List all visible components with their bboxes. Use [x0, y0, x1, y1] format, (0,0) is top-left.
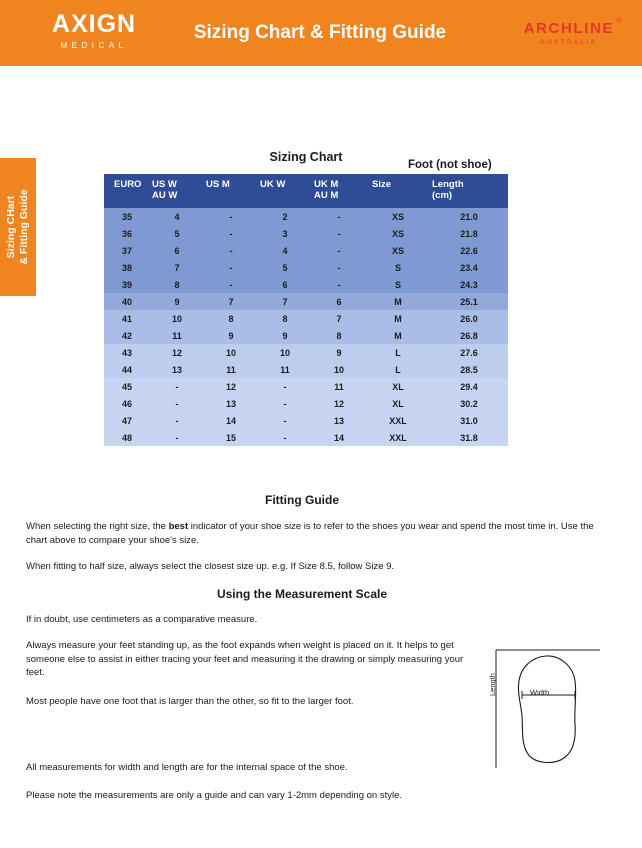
table-cell: 7: [150, 259, 204, 276]
table-row: [104, 327, 508, 344]
column-header-length-label: Length: [432, 179, 464, 190]
table-cell: 22.6: [430, 242, 508, 259]
table-cell: 47: [104, 412, 150, 429]
table-cell: -: [150, 412, 204, 429]
table-row: [104, 310, 508, 327]
table-cell: 9: [150, 293, 204, 310]
column-header-us-w-label: US W: [152, 179, 177, 190]
table-cell: 31.8: [430, 429, 508, 446]
column-header-euro-label: EURO: [114, 179, 142, 190]
foot-measurement-diagram: [488, 648, 608, 770]
measurement-paragraph-1: If in doubt, use centimeters as a comparative measure.: [26, 614, 258, 625]
table-row: [104, 242, 508, 259]
table-cell: 8: [258, 310, 312, 327]
table-body: [104, 208, 508, 446]
table-cell: 7: [204, 293, 258, 310]
table-cell: 8: [204, 310, 258, 327]
column-header-uk-m-label: UK M: [314, 179, 339, 190]
table-cell: 13: [150, 361, 204, 378]
table-cell: 28.5: [430, 361, 508, 378]
table-cell: -: [258, 378, 312, 395]
table-cell: -: [150, 378, 204, 395]
table-cell: 5: [258, 259, 312, 276]
table-cell: 44: [104, 361, 150, 378]
table-row: [104, 412, 508, 429]
table-row: [104, 378, 508, 395]
table-cell: 6: [312, 293, 366, 310]
table-cell: -: [312, 276, 366, 293]
table-cell: 43: [104, 344, 150, 361]
table-row: [104, 395, 508, 412]
table-cell: -: [204, 225, 258, 242]
fitting-guide-paragraph-2: When fitting to half size, always select the closest size up. e.g. If Size 8.5, follow Size 9.: [26, 561, 395, 572]
table-cell: XXL: [366, 429, 430, 446]
table-cell: 45: [104, 378, 150, 395]
table-cell: 11: [258, 361, 312, 378]
table-cell: 13: [312, 412, 366, 429]
table-cell: -: [204, 242, 258, 259]
table-cell: -: [258, 395, 312, 412]
table-cell: 31.0: [430, 412, 508, 429]
table-cell: 23.4: [430, 259, 508, 276]
table-cell: S: [366, 276, 430, 293]
table-cell: 4: [150, 208, 204, 225]
table-cell: 37: [104, 242, 150, 259]
table-cell: 6: [258, 276, 312, 293]
measurement-paragraph-2: Always measure your feet standing up, as the foot expands when weight is placed on it. It helps to get someone else to assist in either tracing your feet and measuring it the drawing or simply measuring your feet.: [26, 640, 464, 678]
table-cell: 10: [312, 361, 366, 378]
archline-text: ARCHLINE: [523, 20, 614, 37]
table-cell: 12: [312, 395, 366, 412]
table-cell: 30.2: [430, 395, 508, 412]
measurement-paragraph-4: All measurements for width and length are for the internal space of the shoe.: [26, 762, 348, 773]
table-cell: -: [204, 259, 258, 276]
table-cell: 4: [258, 242, 312, 259]
table-cell: 40: [104, 293, 150, 310]
table-cell: XS: [366, 225, 430, 242]
table-cell: XS: [366, 208, 430, 225]
table-cell: -: [312, 225, 366, 242]
table-cell: 2: [258, 208, 312, 225]
table-cell: 27.6: [430, 344, 508, 361]
table-cell: 39: [104, 276, 150, 293]
table-cell: -: [204, 208, 258, 225]
table-cell: -: [312, 259, 366, 276]
table-cell: 24.3: [430, 276, 508, 293]
table-cell: XL: [366, 395, 430, 412]
axign-tagline: MEDICAL: [60, 41, 128, 50]
table-cell: XS: [366, 242, 430, 259]
column-header-euro: [104, 174, 150, 208]
measurement-scale-heading: Using the Measurement Scale: [216, 587, 388, 601]
fitting-guide-emphasis: best: [168, 521, 189, 532]
measurement-paragraph-3: Most people have one foot that is larger than the other, so fit to the larger foot.: [26, 696, 354, 707]
column-header-uk-m: [312, 174, 366, 208]
table-cell: 10: [150, 310, 204, 327]
table-cell: 15: [204, 429, 258, 446]
table-cell: 38: [104, 259, 150, 276]
column-header-length: [430, 174, 508, 208]
measurement-paragraph-5: Please note the measurements are only a guide and can vary 1-2mm depending on style.: [26, 790, 403, 801]
column-header-us-m-label: US M: [206, 179, 230, 190]
table-row: [104, 429, 508, 446]
table-cell: 26.0: [430, 310, 508, 327]
table-cell: 12: [204, 378, 258, 395]
table-cell: 5: [150, 225, 204, 242]
column-header-us-w-sub: AU W: [152, 190, 178, 201]
table-cell: 10: [204, 344, 258, 361]
table-cell: 42: [104, 327, 150, 344]
page-title: Sizing Chart & Fitting Guide: [193, 22, 447, 43]
table-cell: 8: [150, 276, 204, 293]
column-header-us-m: [204, 174, 258, 208]
column-header-uk-w: [258, 174, 312, 208]
table-cell: 21.0: [430, 208, 508, 225]
table-cell: 26.8: [430, 327, 508, 344]
table-cell: 9: [204, 327, 258, 344]
column-header-length-sub: (cm): [432, 190, 453, 201]
table-row: [104, 259, 508, 276]
diagram-width-label: Width: [530, 688, 550, 697]
fitting-guide-paragraph-1-part-a: When selecting the right size, the: [26, 521, 169, 532]
fitting-guide-heading: Fitting Guide: [265, 493, 339, 507]
table-row: [104, 276, 508, 293]
table-cell: 48: [104, 429, 150, 446]
table-cell: 12: [150, 344, 204, 361]
table-cell: -: [312, 208, 366, 225]
table-cell: 21.8: [430, 225, 508, 242]
foot-outline-icon: [488, 648, 608, 770]
table-cell: -: [150, 395, 204, 412]
axign-wordmark: AXIGN: [51, 10, 137, 38]
table-cell: 6: [150, 242, 204, 259]
table-cell: 3: [258, 225, 312, 242]
table-cell: L: [366, 344, 430, 361]
table-cell: 13: [204, 395, 258, 412]
table-cell: 11: [204, 361, 258, 378]
sizing-chart-title: Sizing Chart: [269, 150, 343, 164]
table-cell: -: [150, 429, 204, 446]
table-row: [104, 361, 508, 378]
table-cell: 41: [104, 310, 150, 327]
table-cell: 11: [312, 378, 366, 395]
table-cell: 29.4: [430, 378, 508, 395]
column-header-uk-m-sub: AU M: [314, 190, 339, 201]
table-cell: XXL: [366, 412, 430, 429]
fitting-guide-paragraph-1-part-b: indicator of your shoe size is to refer to the shoes you wear and spend the most time in. Use the chart above to compare your shoe's size.: [26, 521, 594, 546]
table-cell: S: [366, 259, 430, 276]
table-cell: 14: [312, 429, 366, 446]
table-cell: -: [258, 429, 312, 446]
table-cell: M: [366, 327, 430, 344]
table-cell: 14: [204, 412, 258, 429]
table-row: [104, 225, 508, 242]
table-cell: L: [366, 361, 430, 378]
axign-logo: [24, 10, 164, 50]
table-cell: M: [366, 293, 430, 310]
table-cell: XL: [366, 378, 430, 395]
table-cell: -: [258, 412, 312, 429]
table-cell: 10: [258, 344, 312, 361]
table-cell: 9: [312, 344, 366, 361]
table-cell: 9: [258, 327, 312, 344]
table-cell: 35: [104, 208, 150, 225]
table-cell: 11: [150, 327, 204, 344]
fitting-guide-paragraph-1: [26, 520, 594, 547]
table-header-row: [104, 174, 508, 208]
side-tab-line-1: Sizing CHart: [5, 195, 17, 259]
column-header-uk-w-label: UK W: [260, 179, 286, 190]
table-cell: -: [204, 276, 258, 293]
archline-logo: [523, 18, 623, 46]
column-header-size: [366, 174, 430, 208]
side-tab-label: [0, 158, 36, 296]
page-header: [0, 0, 642, 66]
sizing-chart-table: [104, 174, 508, 446]
archline-country: AUSTRALIA: [540, 39, 598, 46]
table-cell: 25.1: [430, 293, 508, 310]
column-header-us-w: [150, 174, 204, 208]
table-cell: 46: [104, 395, 150, 412]
table-row: [104, 344, 508, 361]
table-cell: 7: [312, 310, 366, 327]
table-cell: -: [312, 242, 366, 259]
table-cell: 8: [312, 327, 366, 344]
registered-trademark-icon: ®: [616, 18, 623, 25]
side-tab: [0, 158, 36, 296]
table-row: [104, 208, 508, 225]
diagram-length-label: Length: [488, 673, 497, 696]
table-cell: 7: [258, 293, 312, 310]
table-cell: 36: [104, 225, 150, 242]
side-tab-line-2: & Fitting Guide: [18, 189, 30, 265]
column-header-size-label: Size: [372, 179, 392, 190]
foot-not-shoe-label: Foot (not shoe): [408, 159, 492, 171]
table-row: [104, 293, 508, 310]
table-cell: M: [366, 310, 430, 327]
archline-wordmark: [523, 18, 623, 37]
